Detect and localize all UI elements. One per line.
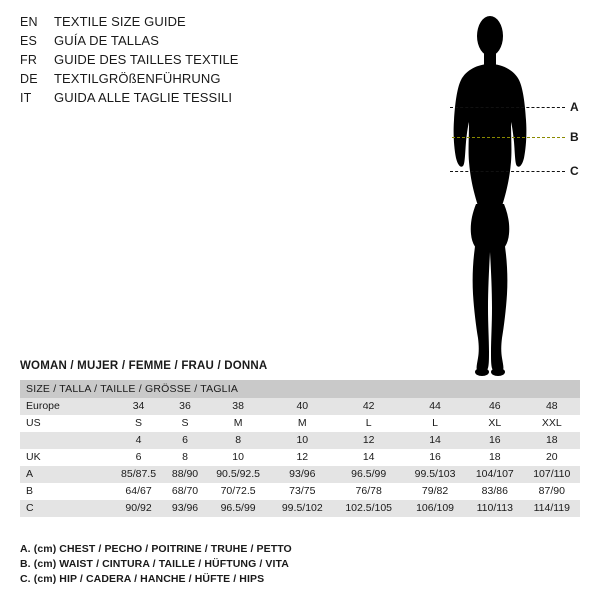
table-cell: 10: [205, 449, 271, 466]
size-table: [20, 380, 580, 517]
table-row: [20, 466, 580, 483]
table-cell: 20: [524, 449, 580, 466]
table-cell: 12: [333, 432, 404, 449]
table-cell: 76/78: [333, 483, 404, 500]
table-cell: XXL: [524, 415, 580, 432]
waist-measure-line: [452, 137, 565, 138]
table-cell: 88/90: [165, 466, 205, 483]
row-label: UK: [20, 449, 112, 466]
female-body-silhouette-icon: [420, 8, 560, 378]
language-title: TEXTILGRÖßENFÜHRUNG: [54, 71, 221, 86]
table-cell: 16: [404, 449, 466, 466]
table-cell: 8: [165, 449, 205, 466]
table-cell: 106/109: [404, 500, 466, 517]
table-cell: 16: [466, 432, 524, 449]
row-label: US: [20, 415, 112, 432]
hip-marker-label: C: [570, 164, 579, 178]
table-cell: 107/110: [524, 466, 580, 483]
table-cell: 64/67: [112, 483, 165, 500]
table-cell: 42: [333, 398, 404, 415]
table-cell: S: [112, 415, 165, 432]
table-cell: 110/113: [466, 500, 524, 517]
footnote-chest: A. (cm) CHEST / PECHO / POITRINE / TRUHE / PETTO: [20, 543, 292, 555]
row-label: Europe: [20, 398, 112, 415]
language-row: [20, 52, 400, 71]
language-code: IT: [20, 91, 32, 105]
table-cell: 46: [466, 398, 524, 415]
waist-marker-label: B: [570, 130, 579, 144]
language-code: EN: [20, 15, 38, 29]
language-row: [20, 14, 400, 33]
table-cell: M: [205, 415, 271, 432]
table-cell: 73/75: [271, 483, 333, 500]
table-cell: 83/86: [466, 483, 524, 500]
table-cell: 99.5/102: [271, 500, 333, 517]
table-cell: L: [404, 415, 466, 432]
table-cell: 85/87.5: [112, 466, 165, 483]
table-cell: 68/70: [165, 483, 205, 500]
table-row: [20, 500, 580, 517]
table-cell: 99.5/103: [404, 466, 466, 483]
table-row: [20, 432, 580, 449]
figure-area: [400, 8, 600, 378]
table-cell: 114/119: [524, 500, 580, 517]
table-cell: 87/90: [524, 483, 580, 500]
table-cell: 10: [271, 432, 333, 449]
row-label: B: [20, 483, 112, 500]
footnote-waist: B. (cm) WAIST / CINTURA / TAILLE / HÜFTUNG / VITA: [20, 558, 289, 570]
table-cell: 96.5/99: [205, 500, 271, 517]
table-cell: 93/96: [165, 500, 205, 517]
table-cell: 48: [524, 398, 580, 415]
table-cell: M: [271, 415, 333, 432]
chest-marker-label: A: [570, 100, 579, 114]
language-row: [20, 71, 400, 90]
table-row: [20, 398, 580, 415]
table-row: [20, 449, 580, 466]
table-cell: 79/82: [404, 483, 466, 500]
table-cell: 90.5/92.5: [205, 466, 271, 483]
hip-measure-line: [450, 171, 565, 172]
table-cell: 102.5/105: [333, 500, 404, 517]
table-cell: 93/96: [271, 466, 333, 483]
table-header-label: SIZE / TALLA / TAILLE / GRÖSSE / TAGLIA: [20, 380, 580, 398]
table-row: [20, 415, 580, 432]
language-code: DE: [20, 72, 38, 86]
table-cell: 44: [404, 398, 466, 415]
table-cell: XL: [466, 415, 524, 432]
row-label: C: [20, 500, 112, 517]
footnotes-block: [20, 542, 580, 587]
table-cell: 6: [112, 449, 165, 466]
table-cell: 96.5/99: [333, 466, 404, 483]
language-title: GUIDA ALLE TAGLIE TESSILI: [54, 90, 233, 105]
table-cell: 14: [333, 449, 404, 466]
table-cell: 90/92: [112, 500, 165, 517]
table-cell: 18: [466, 449, 524, 466]
table-cell: L: [333, 415, 404, 432]
table-cell: 38: [205, 398, 271, 415]
language-title: TEXTILE SIZE GUIDE: [54, 14, 186, 29]
table-cell: 12: [271, 449, 333, 466]
table-cell: 34: [112, 398, 165, 415]
language-title: GUÍA DE TALLAS: [54, 33, 159, 48]
chest-measure-line: [450, 107, 565, 108]
table-cell: 8: [205, 432, 271, 449]
language-code: FR: [20, 53, 38, 67]
table-cell: 6: [165, 432, 205, 449]
table-cell: 36: [165, 398, 205, 415]
language-row: [20, 33, 400, 52]
table-cell: 18: [524, 432, 580, 449]
table-row: [20, 483, 580, 500]
language-title: GUIDE DES TAILLES TEXTILE: [54, 52, 239, 67]
table-cell: 40: [271, 398, 333, 415]
row-label: A: [20, 466, 112, 483]
table-cell: 14: [404, 432, 466, 449]
table-cell: S: [165, 415, 205, 432]
table-cell: 70/72.5: [205, 483, 271, 500]
woman-section-caption: WOMAN / MUJER / FEMME / FRAU / DONNA: [20, 360, 268, 372]
footnote-hip: C. (cm) HIP / CADERA / HANCHE / HÜFTE / HIPS: [20, 573, 265, 585]
language-code: ES: [20, 34, 38, 48]
language-row: [20, 90, 400, 109]
row-label: [20, 432, 112, 449]
language-title-block: [20, 14, 400, 109]
table-cell: 104/107: [466, 466, 524, 483]
table-header-row: [20, 380, 580, 398]
table-cell: 4: [112, 432, 165, 449]
